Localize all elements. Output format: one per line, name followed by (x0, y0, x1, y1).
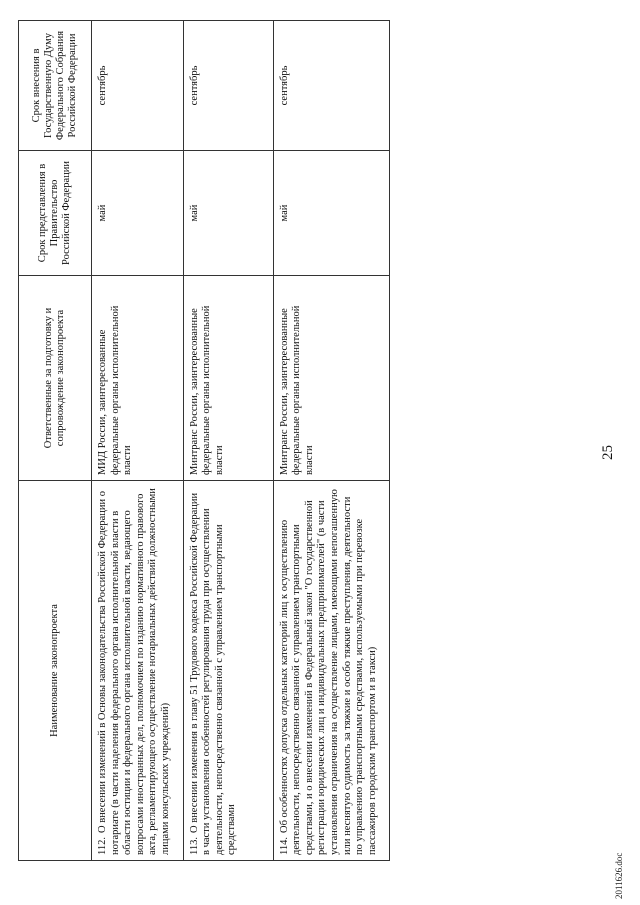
bill-name: Об особенностях допуска отдельных категорий лиц к осуществлению деятельности, непосредственно связанной с управлением транспортными средствами, и о внесении изменений в Федеральный закон "О государственной регистрации юридических лиц и индивидуальных предпринимателей" (в части установления ограничения на осуществление лицами, имеющими непогашенную или неснятую судимость за тяжкие и особо тяжкие преступления, деятельности по управлению транспортными средствами, используемыми при перевозке пассажиров городским транспортом и в такси) (278, 489, 378, 855)
responsible-cell: Минтранс России, заинтересованные федеральные органы исполнительной власти (273, 276, 390, 481)
header-bill-name: Наименование законопроекта (19, 481, 92, 861)
header-duma-deadline: Срок внесения в Государственную Думу Федерального Собрания Российской Федерации (19, 21, 92, 151)
table-row (273, 21, 390, 861)
bill-number: 114. (278, 837, 290, 855)
gov-deadline-cell: май (92, 151, 184, 276)
file-reference: 2011626.doc (614, 852, 624, 899)
gov-deadline-cell: май (273, 151, 390, 276)
bill-name: О внесении изменения в главу 51 Трудового кодекса Российской Федерации в части установления особенностей регулирования труда при осуществлении деятельности, непосредственно связанной с управлением транспортными средствами (188, 492, 238, 855)
gov-deadline-cell: май (183, 151, 273, 276)
header-gov-deadline: Срок представления в Правительство Российской Федерации (19, 151, 92, 276)
table-row (92, 21, 184, 861)
bill-number: 112. (97, 837, 108, 855)
bill-name: О внесении изменений в Основы законодательства Российской Федерации о нотариате (в части наделения федерального органа исполнительной власти в области юстиции и федерального органа исполнительной власти, ведающего вопросами иностранных дел, полномочием по изданию нормативного правового акта, регламентирующего осуществление нотариальных действий должностными лицами консульских учреждений) (97, 488, 171, 855)
page-number: 25 (600, 445, 616, 460)
header-responsible: Ответственные за подготовку и сопровождение законопроекта (19, 276, 92, 481)
bill-number: 113. (188, 837, 200, 855)
bill-name-cell (92, 481, 184, 861)
responsible-cell: МИД России, заинтересованные федеральные органы исполнительной власти (92, 276, 184, 481)
bill-name-cell (183, 481, 273, 861)
responsible-cell: Минтранс России, заинтересованные федеральные органы исполнительной власти (183, 276, 273, 481)
duma-deadline-cell: сентябрь (92, 21, 184, 151)
bill-name-cell (273, 481, 390, 861)
table-row (183, 21, 273, 861)
duma-deadline-cell: сентябрь (273, 21, 390, 151)
bills-table (18, 20, 390, 861)
table-header-row (19, 21, 92, 861)
duma-deadline-cell: сентябрь (183, 21, 273, 151)
